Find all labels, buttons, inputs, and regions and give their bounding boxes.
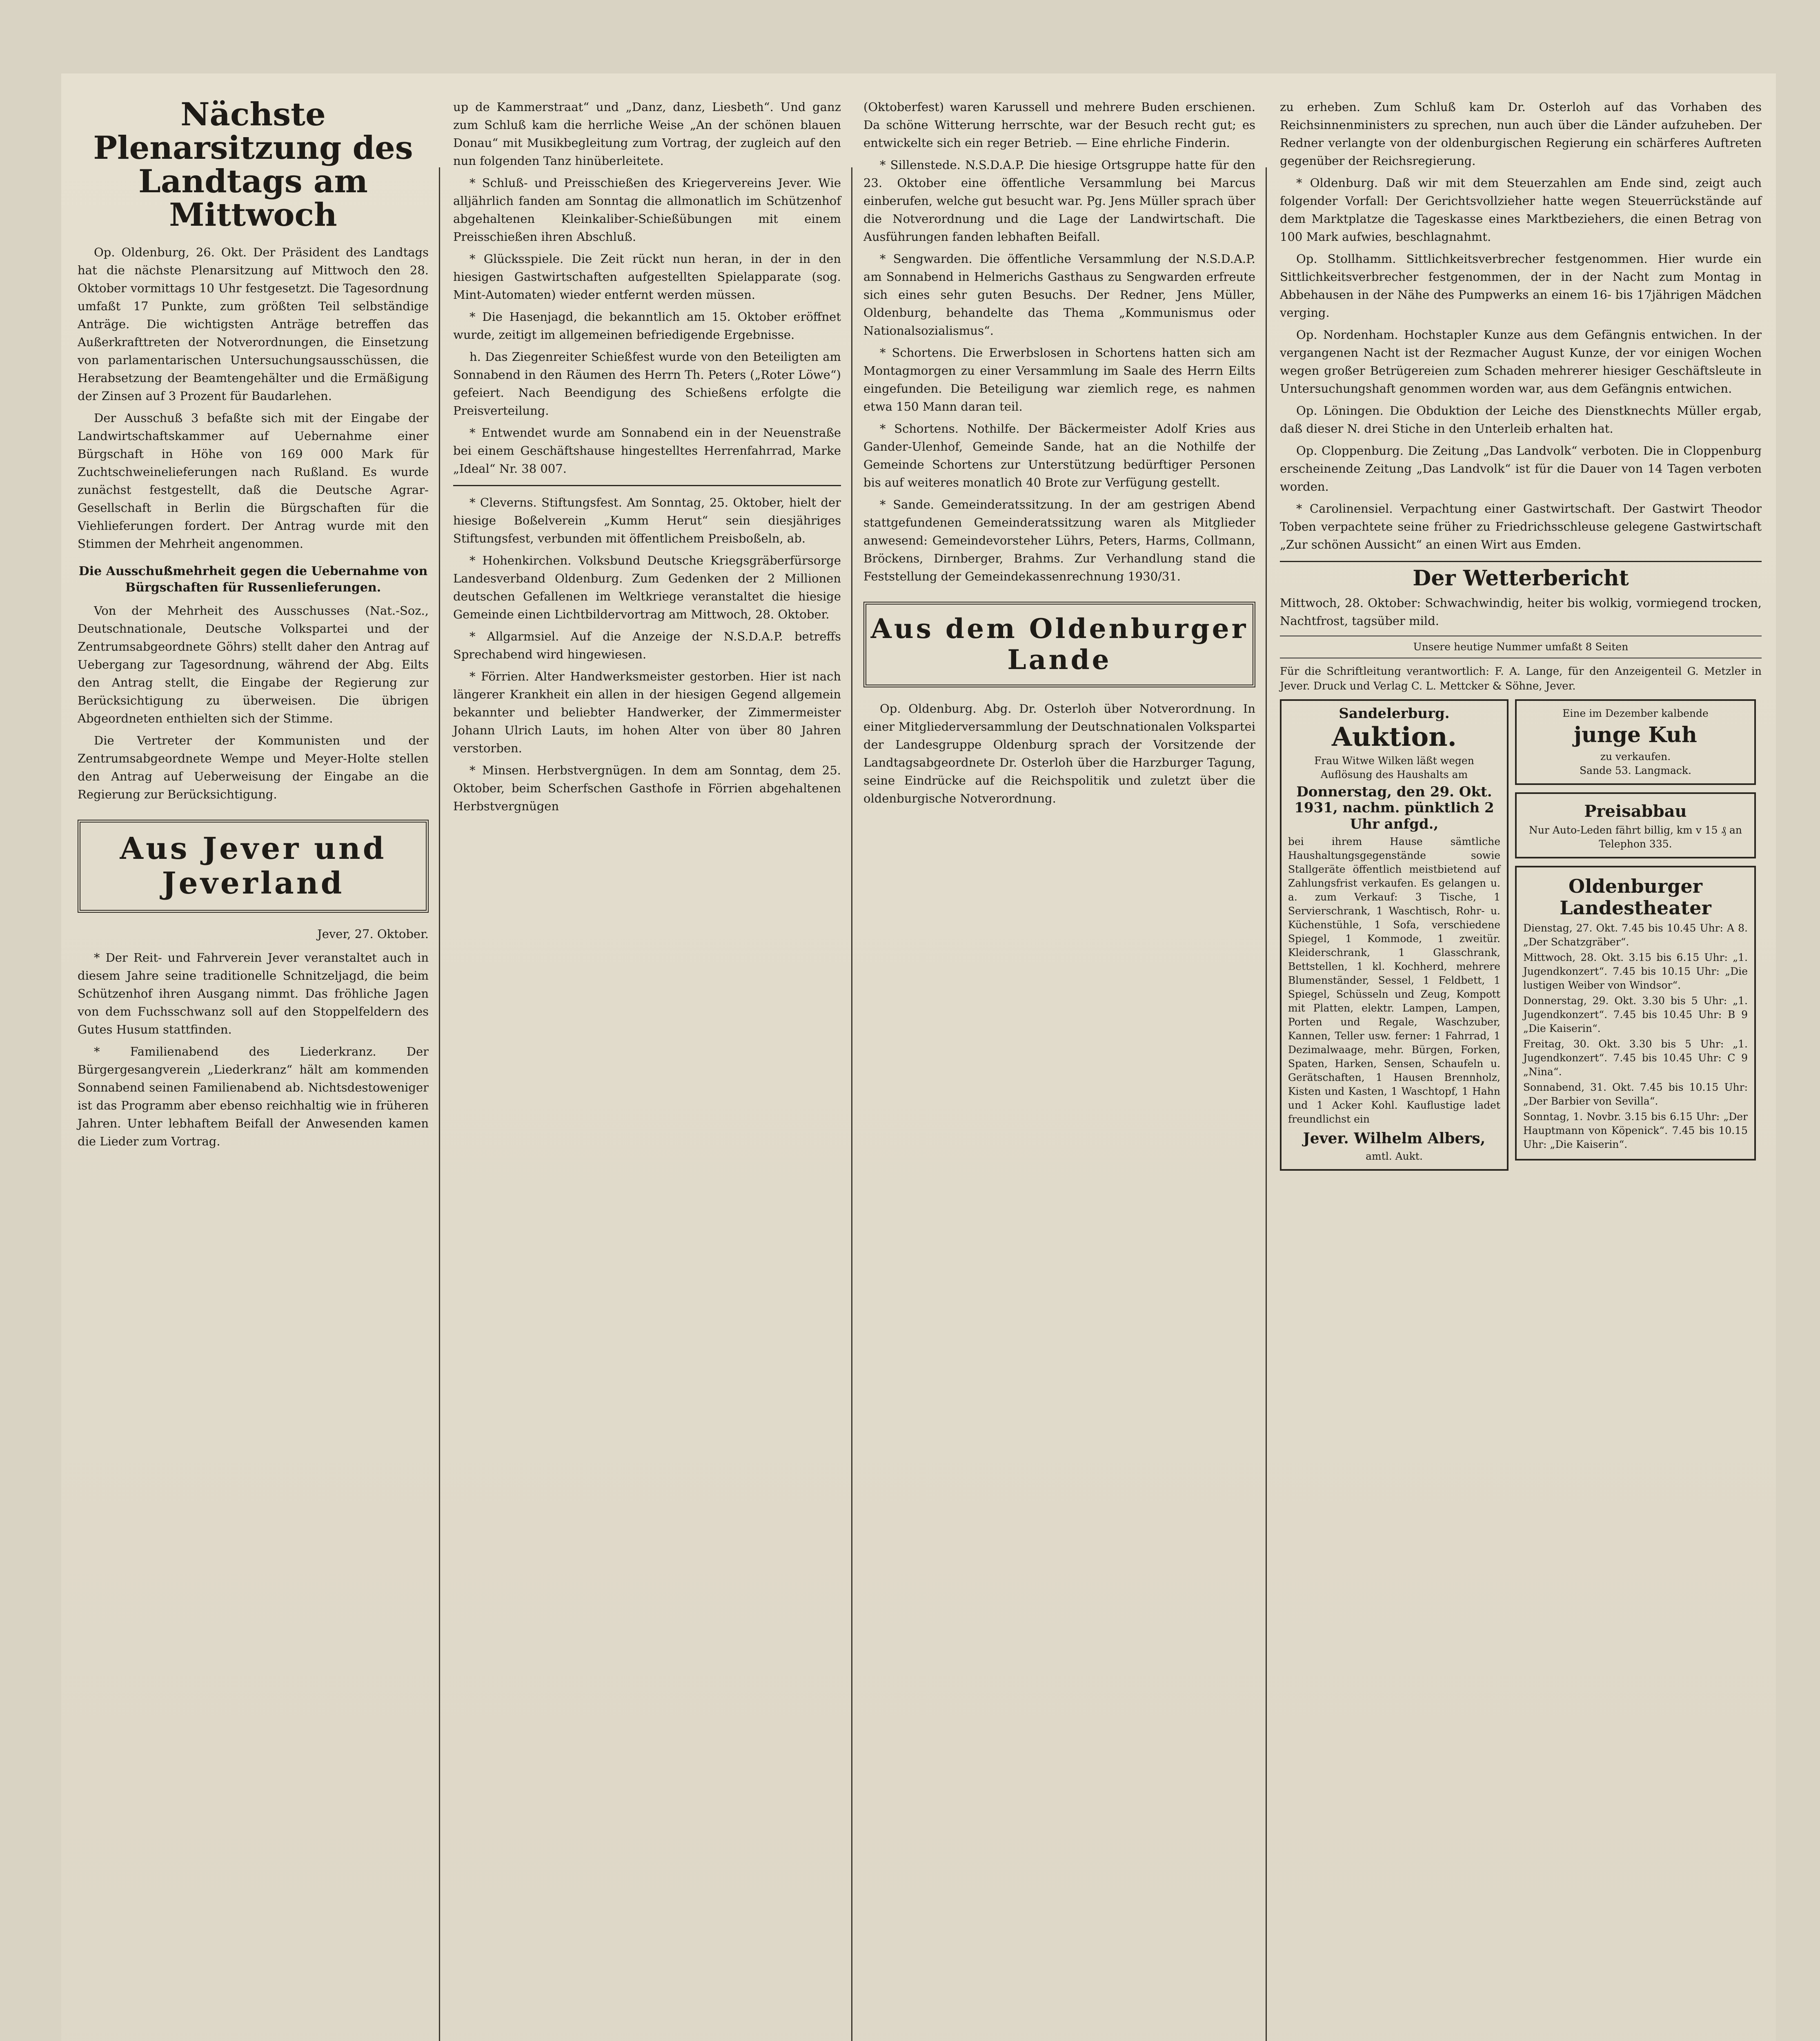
cow-ad-intro: Eine im Dezember kalbende [1562,707,1709,719]
auction-place: Sandelerburg. [1339,705,1450,722]
auctioneer-title: amtl. Aukt. [1366,1150,1423,1163]
article-paragraph: Der Ausschuß 3 befaßte sich mit der Eingabe der Landwirtschaftskammer auf Uebernahme einer Bürgschaft in Höhe von 169 000 Mark für Zuchtschweinelieferungen nach Rußland. Es wurde zunächst festgestellt, daß die Deutsche Agrar-Gesellschaft in Berlin die Bürgschaften für die Viehlieferungen fordert. Der Antrag wurde mit den Stimmen der Mehrheit angenommen. [78,411,429,551]
article-paragraph: * Carolinensiel. Verpachtung einer Gastwirtschaft. Der Gastwirt Theodor Toben verpachtete seine früher zu Friedrichsschleuse gelegene Gastwirtschaft „Zur schönen Aussicht“ an einen Wirt aus Emden. [1280,502,1762,551]
section-title-box: Aus Jever und Jeverland [78,820,429,913]
article-paragraph: * Hohenkirchen. Volksbund Deutsche Kriegsgräberfürsorge Landesverband Oldenburg. Zum Gedenken der 2 Millionen deutschen Gefallenen im Weltkriege veranstaltet die hiesige Gemeinde einen Lichtbildervortrag am Mittwoch, 28. Oktober. [453,554,841,621]
column-rule [851,167,852,2041]
cow-sale-ad [1515,699,1756,785]
cow-ad-title: junge Kuh [1574,723,1697,747]
article-paragraph: * Schortens. Die Erwerbslosen in Schortens hatten sich am Montagmorgen zu einer Versammlung im Saale des Herrn Eilts eingefunden. Die Beteiligung war ziemlich rege, es nahmen etwa 150 Mann daran teil. [863,346,1255,414]
section-title-box: Aus dem Oldenburger Lande [863,602,1255,687]
taxi-ad-title: Preisabbau [1584,801,1687,821]
article-paragraph: * Sande. Gemeinderatssitzung. In der am gestrigen Abend stattgefundenen Gemeinderatssitzung waren als Mitglieder anwesend: Gemeindevorsteher Lührs, Peters, Harms, Collmann, Bröckens, Dirnberger, Brahms. Zur Verhandlung stand die Feststellung der Gemeindekassenrechnung 1930/31. [863,498,1255,583]
article-paragraph: up de Kammerstraat“ und „Danz, danz, Liesbeth“. Und ganz zum Schluß kam die herrliche Weise „An der schönen blauen Donau“ mit Musikbegleitung zum Vortrag, der zugleich auf den nun folgenden Tanz hinüberleitete. [453,100,841,168]
article-paragraph: * Allgarmsiel. Auf die Anzeige der N.S.D.A.P. betreffs Sprechabend wird hingewiesen. [453,629,841,661]
auction-title: Auktion. [1332,722,1457,752]
article-paragraph: * Schluß- und Preisschießen des Kriegervereins Jever. Wie alljährlich fanden am Sonntag die allmonatlich im Schützenhof abgehaltenen Kleinkaliber-Schießübungen mit einem Preisschießen ihren Abschluß. [453,176,841,244]
article-paragraph: * Sengwarden. Die öffentliche Versammlung der N.S.D.A.P. am Sonnabend in Helmerichs Gasthaus zu Sengwarden erfreute sich eines sehr guten Besuchs. Der Redner, Jens Müller, Oldenburg, behandelte das Thema „Kommunismus oder Nationalsozialismus“. [863,252,1255,338]
divider [1280,561,1762,562]
article-paragraph: Op. Nordenham. Hochstapler Kunze aus dem Gefängnis entwichen. In der vergangenen Nacht ist der Rezmacher August Kunze, der vor einigen Wochen wegen großer Betrügereien zum Schaden mehrerer hiesiger Geschäftsleute in Untersuchungshaft genommen worden war, aus dem Gefängnis entwichen. [1280,328,1762,396]
taxi-ad-body: Nur Auto-Leden fährt billig, km v 15 ₰ an Telephon 335. [1529,824,1742,850]
theater-line: Donnerstag, 29. Okt. 3.30 bis 5 Uhr: „1. Jugendkonzert“. 7.45 bis 10.45 Uhr: B 9 „Die Kaiserin“. [1523,994,1748,1034]
article-paragraph: * Cleverns. Stiftungsfest. Am Sonntag, 25. Oktober, hielt der hiesige Boßelverein „Kumm Herut“ sein diesjähriges Stiftungsfest, verbunden mit öffentlichem Preisboßeln, ab. [453,496,841,545]
article-paragraph: * Sillenstede. N.S.D.A.P. Die hiesige Ortsgruppe hatte für den 23. Oktober eine öffentliche Versammlung bei Marcus einberufen, welche gut besucht war. Pg. Jens Müller sprach über die Notverordnung und die Lage der Landwirtschaft. Die Ausführungen fanden lebhaften Beifall. [863,158,1255,244]
article-paragraph: Op. Cloppenburg. Die Zeitung „Das Landvolk“ verboten. Die in Cloppenburg erscheinende Zeitung „Das Landvolk“ ist für die Dauer von 14 Tagen verboten worden. [1280,444,1762,494]
article-paragraph: zu erheben. Zum Schluß kam Dr. Osterloh auf das Vorhaben des Reichsinnenministers zu sprechen, nun auch über die Länder aufzuheben. Der Redner verlangte von der oldenburgischen Regierung ein schärferes Auftreten gegenüber der Reichsregierung. [1280,100,1762,168]
imprint: Für die Schriftleitung verantwortlich: F. A. Lange, für den Anzeigenteil G. Metzler in Jever. Druck und Verlag C. L. Mettcker & Söhne, Jever. [1280,665,1762,692]
article-paragraph: * Oldenburg. Daß wir mit dem Steuerzahlen am Ende sind, zeigt auch folgender Vorfall: Der Gerichtsvollzieher hatte wegen Steuerrückstände auf dem Marktplatze die Tageskasse eines Marktbeziehers, die einen Betrag von 100 Mark aufwies, beschlagnahmt. [1280,176,1762,244]
article-paragraph: Op. Oldenburg, 26. Okt. Der Präsident des Landtags hat die nächste Plenarsitzung auf Mittwoch den 28. Oktober vormittags 10 Uhr festgesetzt. Die Tagesordnung umfaßt 17 Punkte, zum größten Teil selbständige Anträge. Die wichtigsten Anträge betreffen das Außerkrafttreten der Notverordnungen, die Einsetzung von parlamentarischen Untersuchungsausschüssen, die Herabsetzung der Beamtengehälter und die Ermäßigung der Zinsen auf 3 Prozent für Baudarlehen. [78,245,429,403]
column-rule [1266,167,1267,2041]
column-rule [439,167,440,2041]
ads-left [1280,699,1509,1178]
newspaper-page [61,73,1776,2041]
article-paragraph: * Schortens. Nothilfe. Der Bäckermeister Adolf Kries aus Gander-Ulenhof, Gemeinde Sande, hat an die Nothilfe der Gemeinde Schortens zur Unterstützung bedürftiger Personen bis auf weiteres monatlich 40 Brote zur Verfügung gestellt. [863,422,1255,489]
auction-date: Donnerstag, den 29. Okt. 1931, nachm. pünktlich 2 Uhr anfgd., [1294,784,1494,832]
article-paragraph: h. Das Ziegenreiter Schießfest wurde von den Beteiligten am Sonnabend in den Räumen des Herrn Th. Peters („Roter Löwe“) gefeiert. Nach Beendigung des Schießens erfolgte die Preisverteilung. [453,350,841,418]
article-paragraph: * Minsen. Herbstvergnügen. In dem am Sonntag, dem 25. Oktober, beim Scherfschen Gasthofe in Förrien abgehaltenen Herbstvergnügen [453,763,841,813]
dateline: Jever, 27. Oktober. [317,927,429,941]
article-paragraph: * Familienabend des Liederkranz. Der Bürgergesangverein „Liederkranz“ hält am kommenden Sonnabend seinen Familienabend ab. Nichtsdestoweniger ist das Programm aber ebenso reichhaltig wie in früheren Jahren. Unter lebhaftem Beifall der Anwesenden kamen die Lieder zum Vortrag. [78,1044,429,1148]
article-paragraph: Op. Löningen. Die Obduktion der Leiche des Dienstknechts Müller ergab, daß dieser N. drei Stiche in den Unterleib erhalten hat. [1280,404,1762,436]
weather-text: Mittwoch, 28. Oktober: Schwachwindig, heiter bis wolkig, vormiegend trocken, Nachtfrost, tagsüber mild. [1280,596,1762,628]
taxi-ad [1515,792,1756,858]
auction-ad [1280,699,1509,1171]
auctioneer-name: Jever. Wilhelm Albers, [1303,1129,1486,1147]
article-paragraph: * Glücksspiele. Die Zeit rückt nun heran, in der in den hiesigen Gastwirtschaften aufgestellten Spielapparate (sog. Mint-Automaten) wieder entfernt werden müssen. [453,252,841,302]
article-paragraph: Op. Oldenburg. Abg. Dr. Osterloh über Notverordnung. In einer Mitgliederversammlung der Deutschnationalen Volkspartei der Landesgruppe Oldenburg sprach der Vorsitzende der Landtagsabgeordnete Dr. Osterloh über die Harzburger Tagung, seine Eindrücke auf die Reichspolitik und zuletzt über die oldenburgische Notverordnung. [863,701,1255,805]
ads-right [1515,699,1756,1178]
article-headline: Nächste Plenarsitzung des Landtags am Mittwoch [93,96,413,233]
theater-ad [1515,866,1756,1161]
theater-line: Sonntag, 1. Novbr. 3.15 bis 6.15 Uhr: „Der Hauptmann von Köpenick“. 7.45 bis 10.15 Uhr: „Die Kaiserin“. [1523,1110,1748,1150]
article-paragraph: * Der Reit- und Fahrverein Jever veranstaltet auch in diesem Jahre seine traditionelle Schnitzeljagd, die beim Schützenhof ihren Ausgang nimmt. Das fröhliche Jagen von dem Fuchsschwanz soll auf den Stoppelfeldern des Gutes Husum stattfinden. [78,950,429,1036]
ads-area [1280,699,1762,1178]
theater-title: Oldenburger Landestheater [1560,875,1711,919]
article-paragraph: * Förrien. Alter Handwerksmeister gestorben. Hier ist nach längerer Krankheit ein allen in der hiesigen Gegend allgemein bekannter und beliebter Handwerker, der Zimmermeister Johann Ulrich Lauts, im hohen Alter von über 80 Jahren verstorben. [453,669,841,755]
divider [453,485,841,486]
article-subhead: Die Ausschußmehrheit gegen die Uebernahme von Bürgschaften für Russenlieferungen. [78,564,428,595]
column-3 [863,98,1255,812]
column-2 [453,98,841,819]
auction-body: bei ihrem Hause sämtliche Haushaltungsgegenstände sowie Stallgeräte öffentlich meistbietend auf Zahlungsfrist verkaufen. Es gelangen u. a. zum Verkauf: 3 Tische, 1 Servierschrank, 1 Waschtisch, Rohr- u. Küchenstühle, 1 Sofa, verschiedene Spiegel, 1 Kommode, 1 zweitür. Kleiderschrank, 1 Glasschrank, Bettstellen, 1 kl. Kochherd, mehrere Blumenständer, Sessel, 1 Feldbett, 1 Spiegel, Schüsseln und Zeug, Kompott mit Platten, elektr. Lampen, Lampen, Porten und Regale, Waschzuber, Kannen, Teller usw. ferner: 1 Fahrrad, 1 Dezimalwaage, mehr. Bürgen, Forken, Spaten, Harken, Sensen, Schaufeln u. Gerätschaften, 1 Hausen Brennholz, Kisten und Kasten, 1 Waschtopf, 1 Hahn und 1 Acker Kohl. Kauflustige ladet freundlichst ein [1288,835,1500,1125]
article-paragraph: Von der Mehrheit des Ausschusses (Nat.-Soz., Deutschnationale, Deutsche Volkspartei und der Zentrumsabgeordnete Göhrs) stellt daher den Antrag auf Uebergang zur Tagesordnung, während der Abg. Eilts den Antrag stellt, die Eingabe der Regierung zur Berücksichtigung zu überweisen. Die übrigen Abgeordneten enthielten sich der Stimme. [78,603,429,725]
article-paragraph: Op. Stollhamm. Sittlichkeitsverbrecher festgenommen. Hier wurde ein Sittlichkeitsverbrecher festgenommen, der in der Nacht zum Montag in Abbehausen in der Nähe des Pumpwerks an einem 16- bis 17jährigen Mädchen verging. [1280,252,1762,320]
auction-intro: Frau Witwe Wilken läßt wegen Auflösung des Haushalts am [1314,755,1474,781]
theater-line: Mittwoch, 28. Okt. 3.15 bis 6.15 Uhr: „1. Jugendkonzert“. 7.45 bis 10.15 Uhr: „Die lustigen Weiber von Windsor“. [1523,951,1748,991]
article-paragraph: Die Vertreter der Kommunisten und der Zentrumsabgeordnete Wempe und Meyer-Holte stellen den Antrag auf Ueberweisung der Eingabe an die Regierung zur Berücksichtigung. [78,733,429,801]
theater-line: Sonnabend, 31. Okt. 7.45 bis 10.15 Uhr: „Der Barbier von Sevilla“. [1523,1081,1748,1107]
weather-title: Der Wetterbericht [1413,566,1629,591]
article-paragraph: * Die Hasenjagd, die bekanntlich am 15. Oktober eröffnet wurde, zeitigt im allgemeinen befriedigende Ergebnisse. [453,310,841,342]
article-paragraph: (Oktoberfest) waren Karussell und mehrere Buden erschienen. Da schöne Witterung herrschte, war der Besuch recht gut; es entwickelte sich ein reger Betrieb. — Eine ehrliche Finderin. [863,100,1255,150]
article-paragraph: * Entwendet wurde am Sonnabend ein in der Neuenstraße bei einem Geschäftshause hingestelltes Herrenfahrrad, Marke „Ideal“ Nr. 38 007. [453,426,841,476]
theater-line: Freitag, 30. Okt. 3.30 bis 5 Uhr: „1. Jugendkonzert“. 7.45 bis 10.45 Uhr: C 9 „Nina“. [1523,1038,1748,1078]
column-4 [1280,98,1762,1178]
theater-line: Dienstag, 27. Okt. 7.45 bis 10.45 Uhr: A 8. „Der Schatzgräber“. [1523,922,1748,948]
column-1 [78,98,429,1154]
cow-ad-body: zu verkaufen. [1600,750,1671,763]
cow-ad-contact: Sande 53. Langmack. [1580,764,1691,776]
issue-note: Unsere heutige Nummer umfaßt 8 Seiten [1280,636,1762,658]
